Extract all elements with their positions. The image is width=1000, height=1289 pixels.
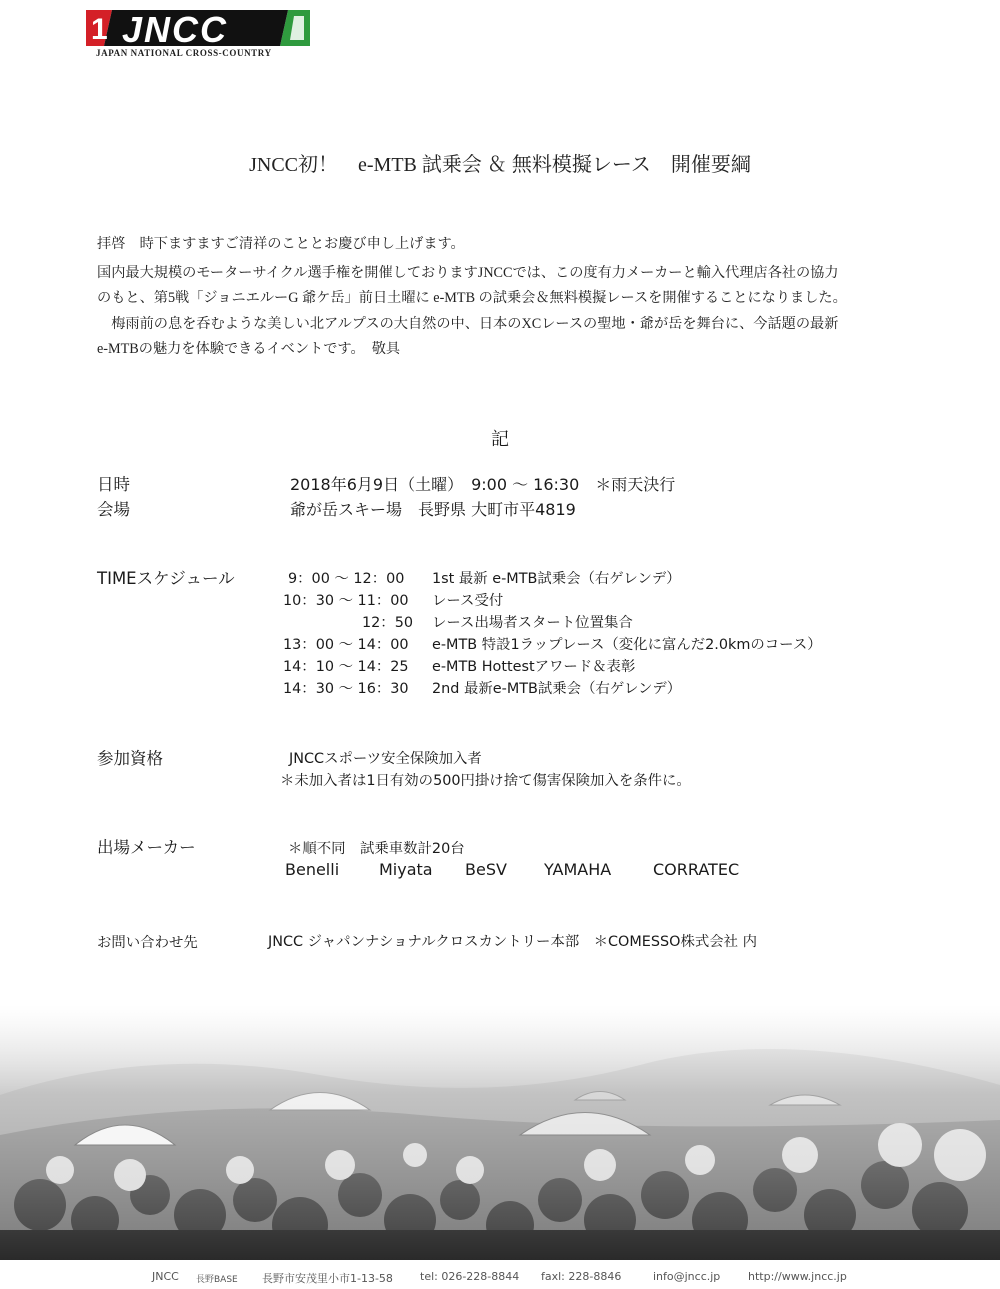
schedule-desc: レース出場者スタート位置集合: [432, 615, 633, 631]
intro-line: 国内最大規模のモーターサイクル選手権を開催しておりますJNCCでは、この度有力メーカーと輸入代理店各社の協力: [97, 265, 839, 281]
intro-line: e-MTBの魅力を体験できるイベントです。 敬具: [97, 341, 401, 357]
eligibility-label: 参加資格: [97, 749, 163, 768]
datetime-label: 日時: [97, 475, 130, 494]
contact-value: JNCC ジャパンナショナルクロスカントリー本部 ＊COMESSO株式会社 内: [268, 934, 758, 950]
maker-miyata: Miyata: [379, 860, 433, 879]
footer-url[interactable]: http://www.jncc.jp: [748, 1270, 847, 1283]
maker-benelli: Benelli: [285, 860, 340, 879]
contact-label: お問い合わせ先: [97, 935, 198, 951]
maker-corratec: CORRATEC: [653, 860, 740, 879]
schedule-desc: レース受付: [432, 593, 504, 609]
maker-yamaha: YAMAHA: [544, 860, 612, 879]
venue-value: 爺が岳スキー場 長野県 大町市平4819: [290, 500, 576, 519]
schedule-desc: e-MTB 特設1ラップレース（変化に富んだ2.0kmのコース）: [432, 637, 822, 653]
footer-base: 長野BASE: [196, 1275, 238, 1285]
schedule-desc: 1st 最新 e-MTB試乗会（右ゲレンデ）: [432, 571, 681, 587]
schedule-time: 13：00 〜 14：00: [283, 637, 409, 653]
schedule-time: 10：30 〜 11：00: [283, 593, 409, 609]
schedule-time: 12：50: [362, 615, 414, 631]
logo-badge-text: 1: [91, 13, 108, 46]
footer-tel: tel: 026-228-8844: [420, 1270, 520, 1283]
intro-line: 拝啓 時下ますますご清祥のこととお慶び申し上げます。: [97, 236, 465, 252]
schedule-time: 14：10 〜 14：25: [283, 659, 409, 675]
footer-address: 長野市安茂里小市1-13-58: [262, 1272, 393, 1285]
footer-fax: faxl: 228-8846: [541, 1270, 622, 1283]
datetime-value: 2018年6月9日（土曜） 9:00 〜 16:30 ＊雨天決行: [290, 475, 676, 494]
makers-label: 出場メーカー: [97, 838, 196, 857]
schedule-desc: e-MTB Hottestアワード＆表彰: [432, 659, 636, 675]
venue-label: 会場: [97, 500, 130, 519]
schedule-label: TIMEスケジュール: [97, 569, 235, 588]
ki-heading: 記: [491, 429, 509, 450]
eligibility-line: JNCCスポーツ安全保険加入者: [289, 751, 482, 767]
intro-line: のもと、第5戦「ジョニエルーG 爺ケ岳」前日土曜に e-MTB の試乗会＆無料模擬レースを開催することになりました。: [97, 290, 847, 306]
document-title: JNCC初！ e-MTB 試乗会 ＆ 無料模擬レース 開催要綱: [249, 154, 751, 176]
schedule-time: 14：30 〜 16：30: [283, 681, 409, 697]
footer-email[interactable]: info@jncc.jp: [653, 1270, 721, 1283]
footer-org: JNCC: [152, 1270, 179, 1283]
intro-line: 梅雨前の息を呑むような美しい北アルプスの大自然の中、日本のXCレースの聖地・爺が岳を舞台に、今話題の最新: [97, 316, 839, 332]
eligibility-note: ＊未加入者は1日有効の500円掛け捨て傷害保険加入を条件に。: [280, 773, 691, 789]
logo-tagline: JAPAN NATIONAL CROSS-COUNTRY: [96, 48, 272, 58]
maker-besv: BeSV: [465, 860, 507, 879]
schedule-time: 9：00 〜 12：00: [288, 571, 405, 587]
logo-wordmark: JNCC: [122, 9, 229, 50]
makers-note: ＊順不同 試乗車数計20台: [288, 841, 465, 857]
crowd-photo: [0, 1005, 1000, 1260]
schedule-desc: 2nd 最新e-MTB試乗会（右ゲレンデ）: [432, 681, 682, 697]
